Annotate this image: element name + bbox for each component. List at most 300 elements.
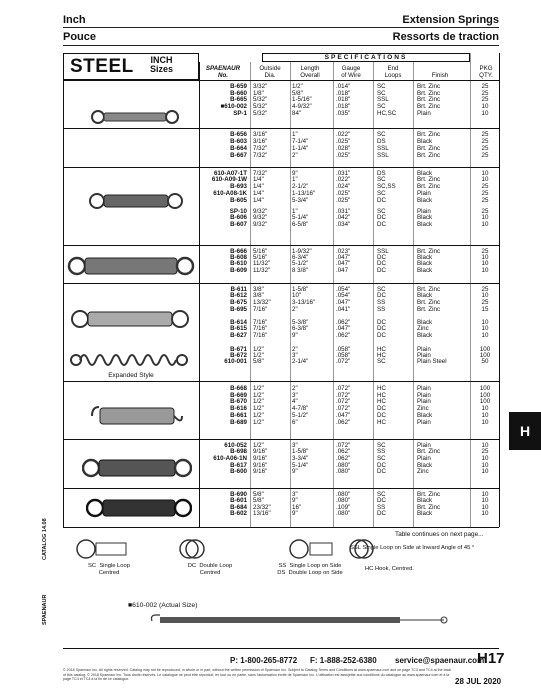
cell-pkg-qty: 25 xyxy=(481,145,489,152)
header-rule-2 xyxy=(63,45,499,46)
cell-outside-dia: 1/4" xyxy=(253,190,264,197)
specifications-band: SPECIFICATIONS xyxy=(262,53,470,62)
cell-gauge: .047" xyxy=(336,299,351,306)
cell-gauge: .072" xyxy=(336,398,351,405)
cell-finish: Plain xyxy=(417,352,431,359)
cell-gauge: .058" xyxy=(336,346,351,353)
cell-finish: Black xyxy=(417,319,433,326)
col-finish: Finish xyxy=(431,72,449,79)
cell-outside-dia: 1/2" xyxy=(253,412,264,419)
cell-length-overall: 1-9/32" xyxy=(292,248,312,255)
cell-pkg-qty: 10 xyxy=(481,455,489,462)
cell-pkg-qty: 25 xyxy=(481,138,489,145)
cell-part-no: 610-052 xyxy=(224,442,247,449)
cell-outside-dia: 1/2" xyxy=(253,398,264,405)
cell-gauge: .022" xyxy=(336,176,351,183)
cell-finish: Brt. Zinc xyxy=(417,83,441,90)
cell-gauge: .072" xyxy=(336,405,351,412)
cell-gauge: .072" xyxy=(336,392,351,399)
cell-finish: Plain xyxy=(417,419,431,426)
cell-finish: Black xyxy=(417,267,433,274)
cell-finish: Brt. Zinc xyxy=(417,96,441,103)
table-row xyxy=(0,152,541,159)
cell-part-no: B-693 xyxy=(230,183,247,190)
cell-outside-dia: 9/16" xyxy=(253,455,268,462)
cell-gauge: .031" xyxy=(336,208,351,215)
cell-part-no: B-608 xyxy=(230,254,247,261)
cell-pkg-qty: 10 xyxy=(481,176,489,183)
cell-length-overall: 6-3/8" xyxy=(292,325,309,332)
cell-gauge: .034" xyxy=(336,221,351,228)
footer-fax: F: 1-888-252-6380 xyxy=(310,656,377,665)
cell-length-overall: 1-5/8" xyxy=(292,448,309,455)
col-outside-line1: Outside xyxy=(259,65,281,72)
cell-end-loops: HC xyxy=(377,398,386,405)
cell-finish: Black xyxy=(417,332,433,339)
header-right-bottom: Ressorts de traction xyxy=(392,31,499,43)
cell-gauge: .072" xyxy=(336,385,351,392)
cell-end-loops: SC xyxy=(377,442,386,449)
cell-outside-dia: 9/16" xyxy=(253,448,268,455)
cell-gauge: .072" xyxy=(336,358,351,365)
cell-end-loops: HC xyxy=(377,385,386,392)
table-row xyxy=(0,83,541,90)
cell-length-overall: 1" xyxy=(292,131,298,138)
legend-ssl: SSL Single Loop on Side at Inward Angle of 45 ° xyxy=(350,545,475,551)
cell-finish: Brt. Zinc xyxy=(417,306,441,313)
cell-finish: Brt. Zinc xyxy=(417,504,441,511)
cell-finish: Plain xyxy=(417,346,431,353)
cell-pkg-qty: 10 xyxy=(481,419,489,426)
cell-part-no: B-607 xyxy=(230,221,247,228)
cell-pkg-qty: 15 xyxy=(481,306,489,313)
cell-end-loops: SC xyxy=(377,286,386,293)
cell-pkg-qty: 10 xyxy=(481,267,489,274)
table-row xyxy=(0,197,541,204)
cell-finish: Brt. Zinc xyxy=(417,286,441,293)
cell-pkg-qty: 25 xyxy=(481,131,489,138)
cell-finish: Black xyxy=(417,462,433,469)
cell-end-loops: SS xyxy=(377,306,386,313)
cell-outside-dia: 5/8" xyxy=(253,358,264,365)
cell-gauge: .014" xyxy=(336,83,351,90)
cell-end-loops: DC xyxy=(377,405,386,412)
cell-gauge: .047" xyxy=(336,412,351,419)
cell-part-no: B-659 xyxy=(230,83,247,90)
cell-pkg-qty: 100 xyxy=(479,346,491,353)
cell-pkg-qty: 25 xyxy=(481,83,489,90)
cell-part-no: SP-1 xyxy=(233,110,247,117)
cell-pkg-qty: 10 xyxy=(481,319,489,326)
table-row xyxy=(0,385,541,392)
cell-part-no: 610-A08-1K xyxy=(213,190,247,197)
cell-gauge: .025" xyxy=(336,197,351,204)
group-separator xyxy=(63,128,499,129)
group-separator xyxy=(63,80,499,81)
footer-email[interactable]: service@spaenaur.com xyxy=(395,656,485,665)
group-separator xyxy=(63,488,499,489)
cell-length-overall: 3-13/16" xyxy=(292,299,316,306)
cell-gauge: .025" xyxy=(336,152,351,159)
cell-length-overall: 6-5/8" xyxy=(292,221,309,228)
cell-gauge: .018" xyxy=(336,96,351,103)
cell-finish: Black xyxy=(417,138,433,145)
cell-finish: Brt. Zinc xyxy=(417,176,441,183)
sizes-label: Sizes xyxy=(150,64,174,74)
cell-gauge: .042" xyxy=(336,214,351,221)
cell-finish: Plain xyxy=(417,455,431,462)
table-row xyxy=(0,176,541,183)
cell-length-overall: 9" xyxy=(292,468,298,475)
col-outside-dia xyxy=(252,65,288,79)
cell-length-overall: 1-1/4" xyxy=(292,145,309,152)
cell-finish: Brt. Zinc xyxy=(417,131,441,138)
cell-part-no: B-672 xyxy=(230,352,247,359)
cell-length-overall: 4-9/32" xyxy=(292,103,312,110)
cell-length-overall: 6-3/4" xyxy=(292,254,309,261)
cell-pkg-qty: 10 xyxy=(481,412,489,419)
cell-end-loops: DC xyxy=(377,510,386,517)
cell-length-overall: 5-1/4" xyxy=(292,462,309,469)
cell-part-no: B-611 xyxy=(230,286,247,293)
cell-outside-dia: 5/32" xyxy=(253,96,268,103)
header-left-bottom: Pouce xyxy=(63,31,97,43)
col-spaenaur-line2: No. xyxy=(218,72,228,79)
cell-outside-dia: 9/16" xyxy=(253,468,268,475)
cell-pkg-qty: 25 xyxy=(481,183,489,190)
cell-outside-dia: 9/32" xyxy=(253,208,268,215)
cell-finish: Black xyxy=(417,497,433,504)
cell-end-loops: DC xyxy=(377,497,386,504)
cell-finish: Plain xyxy=(417,385,431,392)
cell-length-overall: 3-3/4" xyxy=(292,455,309,462)
cell-length-overall: 1/2" xyxy=(292,83,303,90)
cell-part-no: B-660 xyxy=(230,90,247,97)
cell-finish: Brt. Zinc xyxy=(417,448,441,455)
cell-end-loops: HC,SC xyxy=(377,110,397,117)
col-length-line2: Overall xyxy=(300,72,320,79)
col-end-loops xyxy=(375,65,411,79)
cell-part-no: B-603 xyxy=(230,138,247,145)
cell-outside-dia: 7/32" xyxy=(253,170,268,177)
cell-length-overall: 7-1/4" xyxy=(292,138,309,145)
cell-pkg-qty: 10 xyxy=(481,325,489,332)
table-row xyxy=(0,145,541,152)
cell-finish: Black xyxy=(417,214,433,221)
cell-part-no: B-605 xyxy=(230,197,247,204)
cell-part-no: B-656 xyxy=(230,131,247,138)
cell-outside-dia: 9/32" xyxy=(253,214,268,221)
cell-pkg-qty: 10 xyxy=(481,504,489,511)
table-row xyxy=(0,332,541,339)
cell-outside-dia: 9/32" xyxy=(253,221,268,228)
cell-part-no: B-690 xyxy=(230,491,247,498)
cell-length-overall: 2-1/4" xyxy=(292,358,309,365)
cell-finish: Black xyxy=(417,197,433,204)
cell-gauge: .080" xyxy=(336,497,351,504)
cell-outside-dia: 3/8" xyxy=(253,292,264,299)
cell-finish: Zinc xyxy=(417,468,429,475)
cell-pkg-qty: 10 xyxy=(481,405,489,412)
header-rule xyxy=(63,27,499,28)
cell-part-no: 610-A07-1T xyxy=(213,170,247,177)
cell-outside-dia: 9/16" xyxy=(253,462,268,469)
col-gauge-line1: Gauge xyxy=(341,65,361,72)
cell-pkg-qty: 10 xyxy=(481,214,489,221)
cell-outside-dia: 5/32" xyxy=(253,103,268,110)
col-pkg-line2: QTY. xyxy=(479,72,493,79)
cell-pkg-qty: 10 xyxy=(481,497,489,504)
cell-end-loops: SC xyxy=(377,176,386,183)
cell-pkg-qty: 10 xyxy=(481,170,489,177)
cell-part-no: B-668 xyxy=(230,385,247,392)
cell-pkg-qty: 10 xyxy=(481,292,489,299)
cell-finish: Black xyxy=(417,292,433,299)
cell-end-loops: DC xyxy=(377,325,386,332)
table-row xyxy=(0,221,541,228)
cell-pkg-qty: 10 xyxy=(481,103,489,110)
cell-length-overall: 5-3/4" xyxy=(292,197,309,204)
cell-length-overall: 5-3/8" xyxy=(292,319,309,326)
footer-rule xyxy=(63,648,499,649)
table-row xyxy=(0,260,541,267)
cell-pkg-qty: 25 xyxy=(481,152,489,159)
table-row xyxy=(0,448,541,455)
cell-end-loops: SS xyxy=(377,504,386,511)
cell-gauge: .047" xyxy=(336,254,351,261)
cell-length-overall: 9" xyxy=(292,170,298,177)
cell-outside-dia: 1/2" xyxy=(253,442,264,449)
cell-pkg-qty: 100 xyxy=(479,385,491,392)
cell-pkg-qty: 25 xyxy=(481,208,489,215)
cell-gauge: .035" xyxy=(336,110,351,117)
header-left-top: Inch xyxy=(63,14,86,26)
cell-gauge: .080" xyxy=(336,468,351,475)
cell-part-no: B-675 xyxy=(230,299,247,306)
cell-outside-dia: 7/16" xyxy=(253,319,268,326)
cell-finish: Plain xyxy=(417,442,431,449)
cell-finish: Brt. Zinc xyxy=(417,183,441,190)
cell-part-no: 610-001 xyxy=(224,358,247,365)
col-pkg-qty xyxy=(472,65,500,79)
cell-gauge: .018" xyxy=(336,103,351,110)
table-row xyxy=(0,299,541,306)
cell-outside-dia: 1/2" xyxy=(253,405,264,412)
cell-end-loops: SC xyxy=(377,208,386,215)
expanded-style-caption: Expanded Style xyxy=(108,372,154,379)
inch-sizes-label xyxy=(150,56,173,74)
cell-gauge: .058" xyxy=(336,352,351,359)
cell-end-loops: DC xyxy=(377,412,386,419)
cell-gauge: .062" xyxy=(336,419,351,426)
table-row xyxy=(0,138,541,145)
cell-pkg-qty: 10 xyxy=(481,510,489,517)
cell-finish: Plain xyxy=(417,208,431,215)
cell-finish: Zinc xyxy=(417,325,429,332)
cell-length-overall: 5-1/4" xyxy=(292,214,309,221)
cell-pkg-qty: 25 xyxy=(481,286,489,293)
cell-part-no: B-661 xyxy=(230,412,247,419)
cell-end-loops: HC xyxy=(377,392,386,399)
cell-length-overall: 5/8" xyxy=(292,90,303,97)
cell-finish: Brt. Zinc xyxy=(417,145,441,152)
cell-end-loops: SC,SS xyxy=(377,183,396,190)
cell-outside-dia: 1/2" xyxy=(253,352,264,359)
cell-length-overall: 3" xyxy=(292,352,298,359)
cell-outside-dia: 7/32" xyxy=(253,145,268,152)
cell-end-loops: DC xyxy=(377,292,386,299)
cell-gauge: .062" xyxy=(336,448,351,455)
cell-part-no: B-602 xyxy=(230,510,247,517)
col-spaenaur-line1: SPAENAUR xyxy=(205,65,241,72)
cell-gauge: .080" xyxy=(336,462,351,469)
cell-part-no: B-667 xyxy=(230,152,247,159)
cell-gauge: .047 xyxy=(336,267,349,274)
table-row xyxy=(0,103,541,110)
cell-length-overall: 9" xyxy=(292,497,298,504)
cell-outside-dia: 1/2" xyxy=(253,385,264,392)
cell-gauge: .041" xyxy=(336,306,351,313)
cell-finish: Brt. Zinc xyxy=(417,491,441,498)
actual-size-spring xyxy=(150,614,450,628)
table-row xyxy=(0,468,541,475)
cell-pkg-qty: 25 xyxy=(481,190,489,197)
cell-gauge: .028" xyxy=(336,145,351,152)
cell-finish: Black xyxy=(417,170,433,177)
cell-finish: Black xyxy=(417,221,433,228)
cell-outside-dia: 1/4" xyxy=(253,197,264,204)
cell-finish: Brt. Zinc xyxy=(417,103,441,110)
cell-length-overall: 2" xyxy=(292,306,298,313)
cell-part-no: B-666 xyxy=(230,248,247,255)
col-end-line2: Loops xyxy=(384,72,402,79)
cell-part-no: B-614 xyxy=(230,319,247,326)
col-gauge xyxy=(333,65,369,79)
cell-length-overall: 1" xyxy=(292,176,298,183)
cell-part-no: B-600 xyxy=(230,468,247,475)
section-tab-h[interactable]: H xyxy=(509,412,541,450)
cell-outside-dia: 23/32" xyxy=(253,504,271,511)
cell-part-no: B-689 xyxy=(230,419,247,426)
cell-end-loops: DC xyxy=(377,214,386,221)
cell-gauge: .080" xyxy=(336,510,351,517)
cell-gauge: .031" xyxy=(336,170,351,177)
group-separator xyxy=(63,283,499,284)
cell-part-no: B-665 xyxy=(230,96,247,103)
table-row xyxy=(0,96,541,103)
table-row xyxy=(0,405,541,412)
cell-part-no: B-664 xyxy=(230,145,247,152)
cell-part-no: B-670 xyxy=(230,398,247,405)
cell-part-no: 610-A09-1W xyxy=(211,176,247,183)
cell-end-loops: SSL xyxy=(377,96,389,103)
cell-gauge: .025" xyxy=(336,190,351,197)
legend-ss-ds: SS Single Loop on Side DS Double Loop on Side xyxy=(277,563,343,576)
steel-title-box xyxy=(63,53,199,80)
cell-length-overall: 5-1/2" xyxy=(292,260,309,267)
cell-part-no: B-601 xyxy=(230,497,247,504)
cell-finish: Brt. Zinc xyxy=(417,90,441,97)
cell-pkg-qty: 10 xyxy=(481,221,489,228)
col-length-overall xyxy=(290,65,330,79)
cell-gauge: .062" xyxy=(336,319,351,326)
cell-finish: Black xyxy=(417,254,433,261)
cell-finish: Brt. Zinc xyxy=(417,299,441,306)
cell-finish: Zinc xyxy=(417,405,429,412)
side-catalog-label: CATALOG 14.08 xyxy=(42,518,48,560)
col-pkg-line1: PKG xyxy=(479,65,493,72)
cell-pkg-qty: 100 xyxy=(479,398,491,405)
cell-end-loops: DC xyxy=(377,332,386,339)
cell-length-overall: 9" xyxy=(292,510,298,517)
cell-end-loops: SC xyxy=(377,131,386,138)
cell-finish: Plain Steel xyxy=(417,358,447,365)
cell-pkg-qty: 25 xyxy=(481,90,489,97)
footer-phone: P: 1-800-265-8772 xyxy=(230,656,298,665)
cell-gauge: .054" xyxy=(336,292,351,299)
cell-finish: Plain xyxy=(417,190,431,197)
cell-outside-dia: 7/16" xyxy=(253,332,268,339)
cell-length-overall: 1-5/16" xyxy=(292,96,312,103)
table-row xyxy=(0,306,541,313)
table-row xyxy=(0,510,541,517)
cell-outside-dia: 3/16" xyxy=(253,131,268,138)
table-row xyxy=(0,110,541,117)
cell-outside-dia: 1/2" xyxy=(253,392,264,399)
cell-end-loops: SC xyxy=(377,455,386,462)
table-row xyxy=(0,358,541,365)
cell-outside-dia: 1/4" xyxy=(253,176,264,183)
cell-outside-dia: 11/32" xyxy=(253,260,271,267)
cell-end-loops: SC xyxy=(377,491,386,498)
cell-part-no: B-669 xyxy=(230,392,247,399)
cell-length-overall: 2" xyxy=(292,385,298,392)
col-length-line1: Length xyxy=(300,65,320,72)
cell-length-overall: 4-7/8" xyxy=(292,405,309,412)
cell-pkg-qty: 10 xyxy=(481,254,489,261)
cell-end-loops: DS xyxy=(377,170,386,177)
cell-gauge: .062" xyxy=(336,455,351,462)
actual-size-label: ■610-002 (Actual Size) xyxy=(128,602,198,609)
side-brand-label: SPAENAUR xyxy=(42,594,48,625)
table-row xyxy=(0,455,541,462)
cell-length-overall: 5-1/2" xyxy=(292,412,309,419)
cell-part-no: B-671 xyxy=(230,346,247,353)
group-separator xyxy=(63,439,499,440)
cell-end-loops: DC xyxy=(377,254,386,261)
cell-outside-dia: 5/16" xyxy=(253,248,268,255)
cell-gauge: .024" xyxy=(336,183,351,190)
cell-pkg-qty: 100 xyxy=(479,392,491,399)
table-row xyxy=(0,214,541,221)
cell-pkg-qty: 10 xyxy=(481,260,489,267)
cell-gauge: .080" xyxy=(336,491,351,498)
cell-gauge: .047" xyxy=(336,325,351,332)
cell-finish: Plain xyxy=(417,392,431,399)
cell-finish: Plain xyxy=(417,398,431,405)
cell-gauge: .023" xyxy=(336,248,351,255)
cell-length-overall: 1-13/16" xyxy=(292,190,316,197)
cell-outside-dia: 5/8" xyxy=(253,491,264,498)
cell-length-overall: 3" xyxy=(292,491,298,498)
cell-finish: Brt. Zinc xyxy=(417,152,441,159)
cell-length-overall: 10" xyxy=(292,292,302,299)
cell-outside-dia: 1/2" xyxy=(253,419,264,426)
steel-title: STEEL xyxy=(70,56,134,77)
cell-length-overall: 8 3/8" xyxy=(292,267,308,274)
cell-end-loops: SS xyxy=(377,299,386,306)
legend-hc: HC Hook, Centred. xyxy=(365,566,414,572)
